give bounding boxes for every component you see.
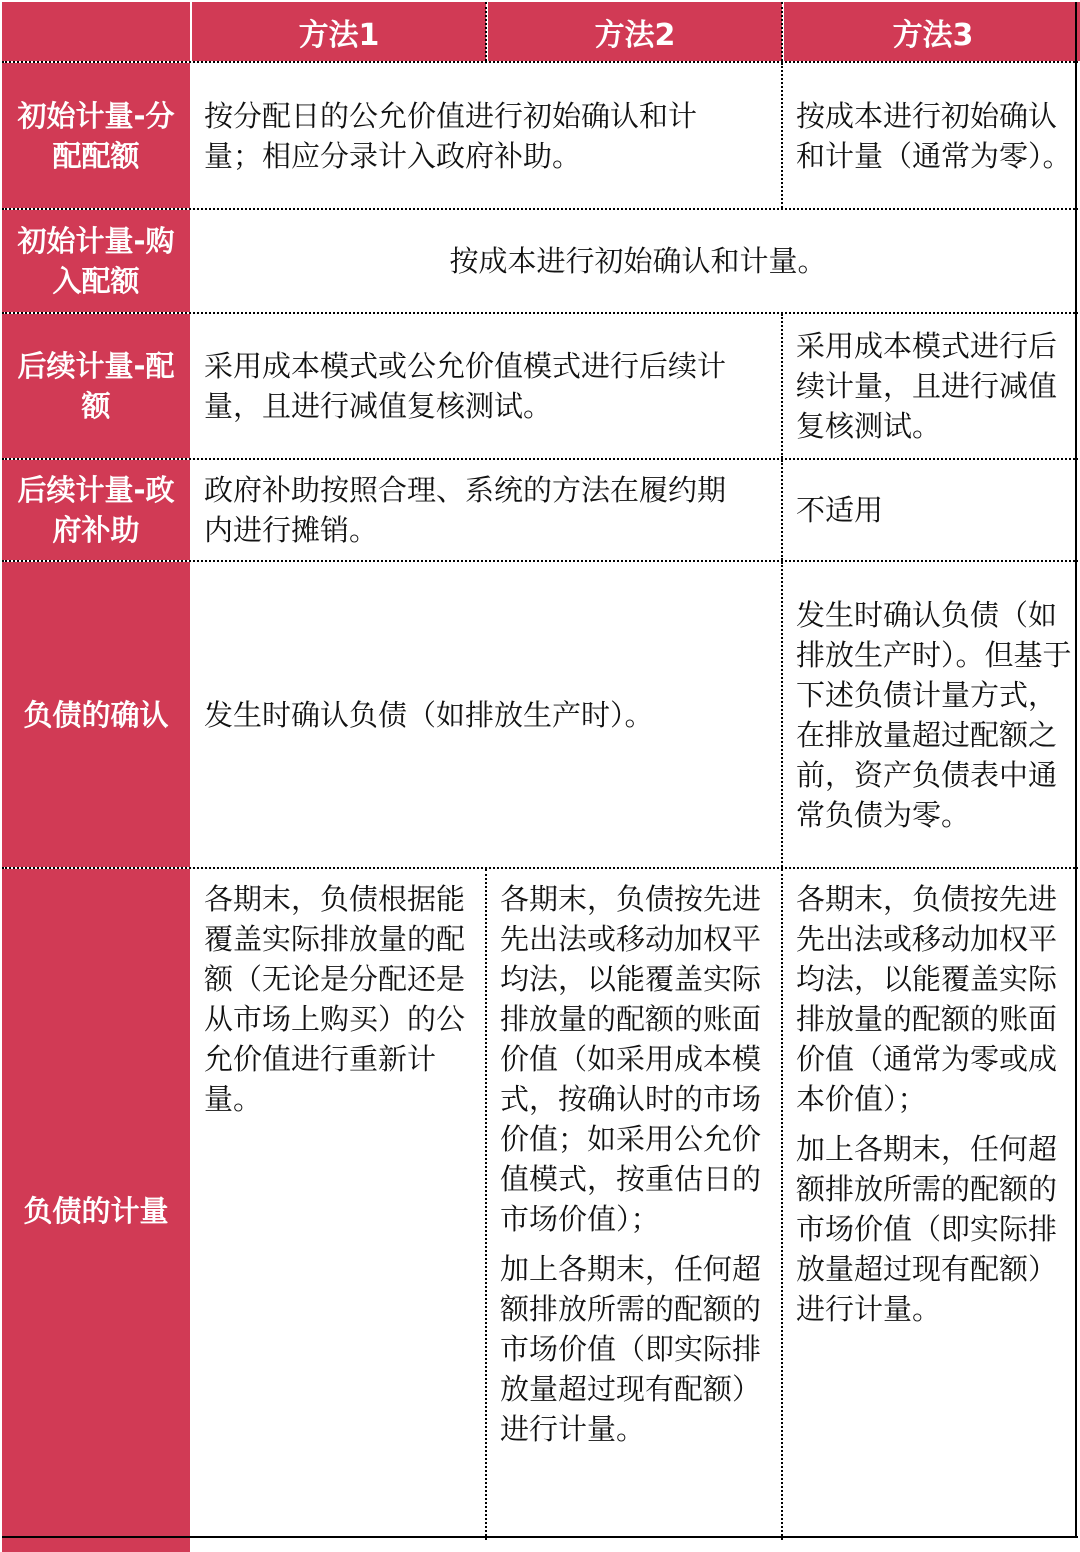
row-divider <box>2 560 1078 562</box>
table-corner <box>2 2 190 61</box>
column-divider <box>485 2 487 61</box>
column-divider <box>781 562 783 867</box>
column-divider <box>485 869 487 1540</box>
cell-initial-allocated-method12 <box>192 63 782 208</box>
cell-text: 采用成本模式进行后续计量，且进行减值复核测试。 <box>796 329 1058 443</box>
row-divider <box>2 208 1078 210</box>
row-header-initial-allocated: 初始计量-分配配额 <box>2 63 190 208</box>
cell-text: 发生时确认负债（如排放生产时）。 <box>204 697 654 732</box>
row-header-subsequent-allowance: 后续计量-配额 <box>2 314 190 458</box>
row-divider <box>2 867 1078 869</box>
cell-liability-recognition-method3 <box>784 562 1080 867</box>
column-header-method3: 方法3 <box>784 2 1080 61</box>
column-header-method2: 方法2 <box>488 2 782 61</box>
cell-text: 各期末，负债根据能覆盖实际排放量的配额（无论是分配还是从市场上购买）的公允价值进行重新计量。 <box>204 882 466 1116</box>
cell-text: 各期末，负债按先进先出法或移动加权平均法，以能覆盖实际排放量的配额的账面价值（如采用成本模式，按确认时的市场价值；如采用公允价值模式，按重估日的市场价值）； <box>500 882 762 1236</box>
table-bottom-border <box>2 1536 1078 1538</box>
table-right-border <box>1075 2 1077 1538</box>
row-header-liability-measurement: 负债的计量 <box>2 869 190 1552</box>
cell-paragraphs <box>500 879 772 1449</box>
cell-text: 按成本进行初始确认和计量（通常为零）。 <box>796 98 1072 173</box>
cell-text: 采用成本模式或公允价值模式进行后续计量，且进行减值复核测试。 <box>204 349 727 423</box>
cell-text: 不适用 <box>796 493 884 527</box>
cell-text: 各期末，负债按先进先出法或移动加权平均法，以能覆盖实际排放量的配额的账面价值（通常为零或成本价值）； <box>796 882 1058 1116</box>
cell-liability-measurement-method1 <box>192 869 486 1552</box>
column-divider <box>781 869 783 1540</box>
cell-subsequent-grant-method3 <box>784 460 1080 560</box>
cell-text: 按成本进行初始确认和计量。 <box>449 244 827 278</box>
row-divider <box>2 458 1078 460</box>
row-divider <box>2 312 1078 314</box>
cell-liability-measurement-method3 <box>784 869 1080 1552</box>
cell-liability-measurement-method2 <box>488 869 782 1552</box>
column-divider <box>781 2 783 61</box>
cell-text: 政府补助按照合理、系统的方法在履约期内进行摊销。 <box>204 473 727 547</box>
row-divider <box>2 61 1078 63</box>
column-divider <box>781 314 783 458</box>
cell-text: 发生时确认负债（如排放生产时）。但基于下述负债计量方式，在排放量超过配额之前，资产负债表中通常负债为零。 <box>796 597 1072 832</box>
column-divider <box>781 460 783 560</box>
cell-text: 加上各期末，任何超额排放所需的配额的市场价值（即实际排放量超过现有配额）进行计量。 <box>796 1132 1058 1326</box>
column-divider <box>781 63 783 208</box>
column-header-method1: 方法1 <box>192 2 486 61</box>
cell-liability-recognition-method12 <box>192 562 782 867</box>
comparison-table <box>2 2 1078 1540</box>
cell-subsequent-allowance-method12 <box>192 314 782 458</box>
cell-text: 按分配日的公允价值进行初始确认和计量；相应分录计入政府补助。 <box>204 98 698 173</box>
row-header-liability-recognition: 负债的确认 <box>2 562 190 867</box>
cell-initial-purchased-all <box>192 210 1080 312</box>
row-header-subsequent-grant: 后续计量-政府补助 <box>2 460 190 560</box>
cell-initial-allocated-method3 <box>784 63 1080 208</box>
cell-subsequent-allowance-method3 <box>784 314 1080 458</box>
cell-paragraphs <box>796 879 1072 1329</box>
cell-subsequent-grant-method12 <box>192 460 782 560</box>
cell-text: 加上各期末，任何超额排放所需的配额的市场价值（即实际排放量超过现有配额） 进行计量。 <box>500 1252 762 1446</box>
row-header-initial-purchased: 初始计量-购入配额 <box>2 210 190 312</box>
